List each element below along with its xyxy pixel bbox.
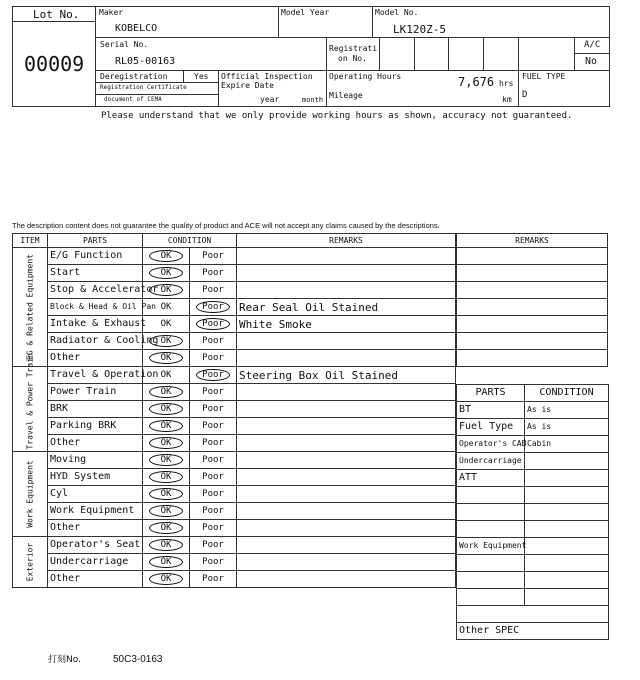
- poor-option[interactable]: Poor: [190, 265, 237, 282]
- part-name: ATT: [457, 470, 525, 487]
- table-row: [13, 418, 456, 435]
- parts-condition-table: [456, 384, 609, 640]
- table-row: [13, 265, 456, 282]
- remark-line: [457, 248, 608, 265]
- official-insp-label-2: Expire Date: [221, 81, 274, 90]
- poor-option[interactable]: Poor: [190, 503, 237, 520]
- table-row: [13, 452, 456, 469]
- hrs-label: hrs: [499, 79, 514, 88]
- serial-label: Serial No.: [100, 40, 149, 49]
- table-row: [13, 316, 456, 333]
- header-box: [12, 6, 610, 107]
- remark-line: [457, 333, 608, 350]
- col-parts-header: PARTS: [48, 234, 143, 248]
- poor-option[interactable]: Poor: [190, 537, 237, 554]
- table-row: [13, 248, 456, 265]
- part-condition: [525, 470, 609, 487]
- accuracy-note: Please understand that we only provide working hours as shown, accuracy not guaranteed.: [101, 111, 573, 121]
- ok-option[interactable]: OK: [143, 401, 190, 418]
- part-name: Other: [48, 435, 143, 452]
- ok-option[interactable]: OK: [143, 537, 190, 554]
- part-name: BRK: [48, 401, 143, 418]
- model-year-label: Model Year: [281, 8, 330, 17]
- doc-cema-label: document of CEMA: [104, 96, 162, 103]
- condition-table: [12, 233, 456, 588]
- table-row: [457, 436, 609, 453]
- remark-line: [457, 282, 608, 299]
- ok-option[interactable]: OK: [143, 554, 190, 571]
- poor-option[interactable]: Poor: [190, 486, 237, 503]
- part-condition: As is: [525, 419, 609, 436]
- part-name: Undercarriage: [457, 453, 525, 470]
- poor-option[interactable]: Poor: [190, 350, 237, 367]
- operating-hours-value: 7,676: [458, 75, 495, 89]
- group-label: Exterior: [25, 542, 34, 582]
- remark-line: [457, 316, 608, 333]
- ac-label: A/C: [584, 40, 601, 50]
- remark: [237, 418, 456, 435]
- part-name: BT: [457, 402, 525, 419]
- model-no-label: Model No.: [375, 8, 419, 17]
- poor-option[interactable]: Poor: [190, 333, 237, 350]
- remark: [237, 350, 456, 367]
- ok-option[interactable]: OK: [143, 571, 190, 588]
- deregistration-label: Deregistration: [100, 72, 168, 81]
- part-name: Other: [48, 571, 143, 588]
- part-name: Undercarriage: [48, 554, 143, 571]
- condition-header: CONDITION: [525, 385, 609, 402]
- remark: [237, 265, 456, 282]
- group-cell: [13, 452, 48, 537]
- part-name: HYD System: [48, 469, 143, 486]
- group-cell: [13, 248, 48, 367]
- poor-option[interactable]: Poor: [190, 282, 237, 299]
- month-label: month: [302, 96, 324, 104]
- ok-option[interactable]: OK: [143, 265, 190, 282]
- ok-option[interactable]: OK: [143, 469, 190, 486]
- ok-option[interactable]: OK: [143, 248, 190, 265]
- group-cell: [13, 537, 48, 588]
- group-label: Work Equipment: [25, 460, 34, 528]
- table-row: [13, 401, 456, 418]
- remark: [237, 333, 456, 350]
- poor-option[interactable]: Poor: [190, 401, 237, 418]
- official-insp-label-1: Official Inspection: [221, 72, 313, 81]
- table-row: [457, 453, 609, 470]
- table-row: [13, 435, 456, 452]
- remark: [237, 503, 456, 520]
- ok-option[interactable]: OK: [143, 316, 190, 333]
- part-name: Start: [48, 265, 143, 282]
- part-condition: [525, 453, 609, 470]
- part-name: Cyl: [48, 486, 143, 503]
- group-cell: [13, 353, 48, 452]
- work-equipment-label: Work Equipment: [457, 538, 525, 555]
- remark: [237, 401, 456, 418]
- poor-option[interactable]: Poor: [190, 435, 237, 452]
- poor-option[interactable]: Poor: [190, 418, 237, 435]
- ok-option[interactable]: OK: [143, 333, 190, 350]
- poor-option[interactable]: Poor: [190, 299, 237, 316]
- fuel-type-label: FUEL TYPE: [522, 72, 566, 81]
- remark: White Smoke: [237, 316, 456, 333]
- remark-line: [457, 265, 608, 282]
- remark-line: [457, 350, 608, 367]
- serial-value: RL05-00163: [115, 56, 176, 67]
- fuel-type-value: D: [522, 90, 528, 100]
- table-row: [13, 367, 456, 384]
- col-condition-header: CONDITION: [143, 234, 237, 248]
- remark: [237, 571, 456, 588]
- ok-option[interactable]: OK: [143, 435, 190, 452]
- poor-option[interactable]: Poor: [190, 469, 237, 486]
- part-name: Radiator & Cooling: [48, 333, 143, 350]
- stamp-label: 打刻No.: [48, 655, 81, 665]
- remark: [237, 435, 456, 452]
- part-name: Other: [48, 520, 143, 537]
- ok-option[interactable]: OK: [143, 486, 190, 503]
- disclaimer: The description content does not guarantee the quality of product and ACE will not accept any claims caused by the descriptions.: [12, 221, 440, 230]
- deregistration-value: Yes: [194, 72, 209, 81]
- part-name: Fuel Type: [457, 419, 525, 436]
- ok-option[interactable]: OK: [143, 452, 190, 469]
- part-condition: As is: [525, 402, 609, 419]
- remark: Steering Box Oil Stained: [237, 367, 456, 384]
- part-name: Other: [48, 350, 143, 367]
- ac-value: No: [585, 56, 598, 67]
- other-spec-label: Other SPEC: [457, 623, 609, 640]
- poor-option[interactable]: Poor: [190, 384, 237, 401]
- part-condition: Cabin: [525, 436, 609, 453]
- table-row: [457, 470, 609, 487]
- ok-option[interactable]: OK: [143, 520, 190, 537]
- part-name: E/G Function: [48, 248, 143, 265]
- part-name: Parking BRK: [48, 418, 143, 435]
- table-row: [13, 537, 456, 554]
- table-row: [13, 571, 456, 588]
- poor-option[interactable]: Poor: [190, 316, 237, 333]
- model-no-value: LK120Z-5: [393, 23, 446, 36]
- registration-label-2: on No.: [338, 54, 367, 63]
- remark: [237, 554, 456, 571]
- poor-option[interactable]: Poor: [190, 367, 237, 384]
- table-row: [13, 282, 456, 299]
- remark: [237, 469, 456, 486]
- parts-header: PARTS: [457, 385, 525, 402]
- part-name: Intake & Exhaust: [48, 316, 143, 333]
- remark-line: [457, 299, 608, 316]
- remark: [237, 486, 456, 503]
- table-row: [13, 299, 456, 316]
- poor-option[interactable]: Poor: [190, 571, 237, 588]
- table-row: [13, 503, 456, 520]
- ok-option[interactable]: OK: [143, 418, 190, 435]
- lot-label: Lot No.: [33, 8, 80, 21]
- remark: Rear Seal Oil Stained: [237, 299, 456, 316]
- remark: [237, 384, 456, 401]
- ok-option[interactable]: OK: [143, 503, 190, 520]
- table-row: [457, 402, 609, 419]
- table-row: [13, 554, 456, 571]
- poor-option[interactable]: Poor: [190, 248, 237, 265]
- part-name: Travel & Operation: [48, 367, 143, 384]
- part-name: Work Equipment: [48, 503, 143, 520]
- remark: [237, 452, 456, 469]
- right-remarks-table: [456, 233, 608, 367]
- part-name: Operator's CAB: [457, 436, 525, 453]
- table-row: [457, 419, 609, 436]
- poor-option[interactable]: Poor: [190, 452, 237, 469]
- ok-option[interactable]: OK: [143, 299, 190, 316]
- part-name: Stop & Accelerator: [48, 282, 143, 299]
- part-name: Operator's Seat: [48, 537, 143, 554]
- right-remarks-header: REMARKS: [457, 234, 608, 248]
- remark: [237, 537, 456, 554]
- operating-hours-label: Operating Hours: [329, 72, 402, 81]
- group-label: EG & Related Equipment: [25, 254, 34, 360]
- col-remarks-header: REMARKS: [237, 234, 456, 248]
- reg-cert-label: Registration Certificate: [100, 84, 187, 91]
- group-label: Travel & Power Train: [25, 353, 34, 450]
- part-name: Moving: [48, 452, 143, 469]
- table-row: [13, 333, 456, 350]
- ok-option[interactable]: OK: [143, 350, 190, 367]
- year-label: year: [260, 95, 280, 104]
- remark: [237, 282, 456, 299]
- ok-option[interactable]: OK: [143, 367, 190, 384]
- ok-option[interactable]: OK: [143, 384, 190, 401]
- table-row: [13, 469, 456, 486]
- km-label: km: [502, 95, 512, 104]
- registration-label-1: Registrati: [329, 44, 378, 53]
- part-name: Block & Head & Oil Pan: [48, 299, 143, 316]
- part-name: Power Train: [48, 384, 143, 401]
- maker-label: Maker: [99, 8, 124, 17]
- stamp-value: 50C3-0163: [113, 654, 163, 665]
- table-row: [13, 486, 456, 503]
- poor-option[interactable]: Poor: [190, 520, 237, 537]
- table-row: [13, 384, 456, 401]
- table-row: [13, 520, 456, 537]
- lot-number: 00009: [24, 52, 85, 76]
- ok-option[interactable]: OK: [143, 282, 190, 299]
- col-item-header: ITEM: [13, 234, 48, 248]
- poor-option[interactable]: Poor: [190, 554, 237, 571]
- remark: [237, 520, 456, 537]
- maker-value: KOBELCO: [115, 23, 158, 34]
- table-row: [13, 350, 456, 367]
- remark: [237, 248, 456, 265]
- mileage-label: Mileage: [329, 91, 363, 100]
